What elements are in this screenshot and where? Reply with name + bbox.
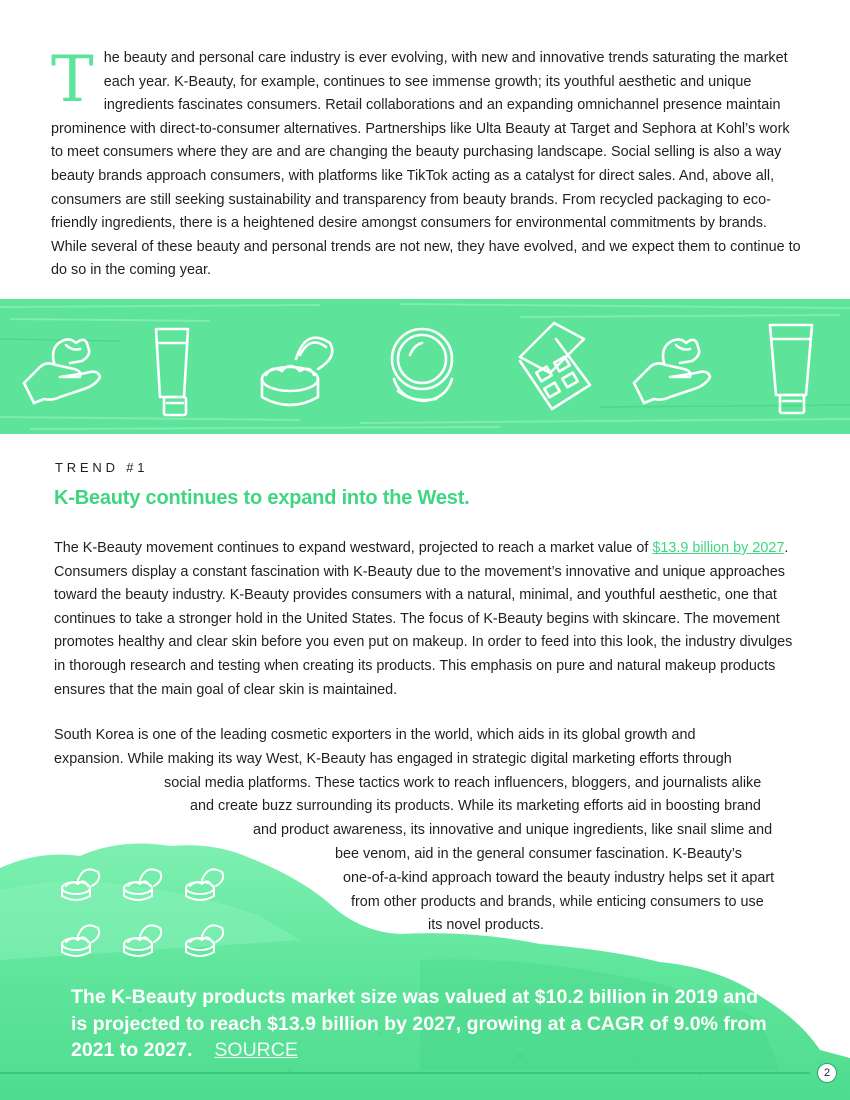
tube-icon (156, 329, 188, 415)
icon-band (0, 299, 850, 434)
para1-text-end: . Consumers display a constant fascination with K-Beauty due to the movement’s innovative and unique approaches toward the beauty industry. K-Beauty provides consumers with a natural, minimal, and youthful aesthetic, one that continues to take a stronger hold in the United States. The focus of K-Beauty begins with skincare. The movement promotes healthy and clear skin before you even put on makeup. In order to feed into this look, the industry divulges in thorough research and testing when creating its products. This emphasis on pure and natural makeup products ensures that the main goal of clear skin is maintained. (54, 540, 793, 698)
drop-cap: T (51, 43, 94, 117)
market-value-link[interactable]: $13.9 billion by 2027 (652, 540, 785, 556)
page-number: 2 (817, 1063, 837, 1083)
market-stat-callout (71, 984, 771, 1064)
para2-line: social media platforms. These tactics work to reach influencers, bloggers, and journalists alike (164, 774, 762, 791)
cream-jar-icon (262, 338, 332, 405)
intro-text: he beauty and personal care industry is ever evolving, with new and innovative trends saturating the market each year. K-Beauty, for example, continues to see immense growth; its youthful aesthetic and unique ingredients fascinates consumers. Retail collaborations and an expanding omnichannel presence maintain prominence with direct-to-consumer alternatives. Partnerships like Ulta Beauty at Target and Sephora at Kohl’s work to meet consumers where they are and are changing the beauty purchasing landscape. Social selling is also a way beauty brands approach consumers, with platforms like TikTok acting as a catalyst for direct sales. And, above all, consumers are still seeking sustainability and transparency from beauty brands. From recycled packaging to eco-friendly ingredients, there is a heightened desire amongst consumers for environmental commitments by brands. While several of these beauty and personal trends are not new, they have evolved, and we expect them to continue to do so in the coming year. (51, 50, 801, 279)
para2-line: South Korea is one of the leading cosmetic exporters in the world, which aids in its global growth and (54, 727, 696, 743)
trend-label: TREND #1 (55, 460, 149, 475)
product-icons (0, 299, 850, 434)
source-link[interactable]: SOURCE (214, 1039, 298, 1061)
tube-icon (770, 325, 812, 413)
south-korea-paragraph (0, 724, 850, 938)
trend-title: K-Beauty continues to expand into the West. (54, 487, 470, 509)
para2-line: and create buzz surrounding its products. While its marketing efforts aid in boosting brand (190, 798, 761, 815)
para2-line: bee venom, aid in the general consumer fascination. K-Beauty’s (335, 845, 742, 862)
k-beauty-paragraph (54, 537, 799, 702)
hand-cream-icon (634, 339, 710, 403)
intro-paragraph (51, 43, 803, 283)
eyeshadow-palette-icon (520, 323, 590, 409)
para1-text-start: The K-Beauty movement continues to expand westward, projected to reach a market value of (54, 540, 653, 556)
compact-mirror-icon (392, 329, 452, 401)
para2-line: expansion. While making its way West, K-Beauty has engaged in strategic digital marketing efforts through (54, 750, 732, 767)
para2-line: and product awareness, its innovative and unique ingredients, like snail slime and (253, 822, 773, 839)
stat-text: The K-Beauty products market size was valued at $10.2 billion in 2019 and is projected to reach $13.9 billion by 2027, growing at a CAGR of 9.0% from 2021 to 2027. (71, 986, 767, 1061)
para2-line: one-of-a-kind approach toward the beauty industry helps set it apart (343, 869, 775, 886)
hand-cream-icon (24, 339, 100, 403)
para2-line: its novel products. (428, 917, 544, 934)
para2-line: from other products and brands, while enticing consumers to use (351, 893, 764, 910)
